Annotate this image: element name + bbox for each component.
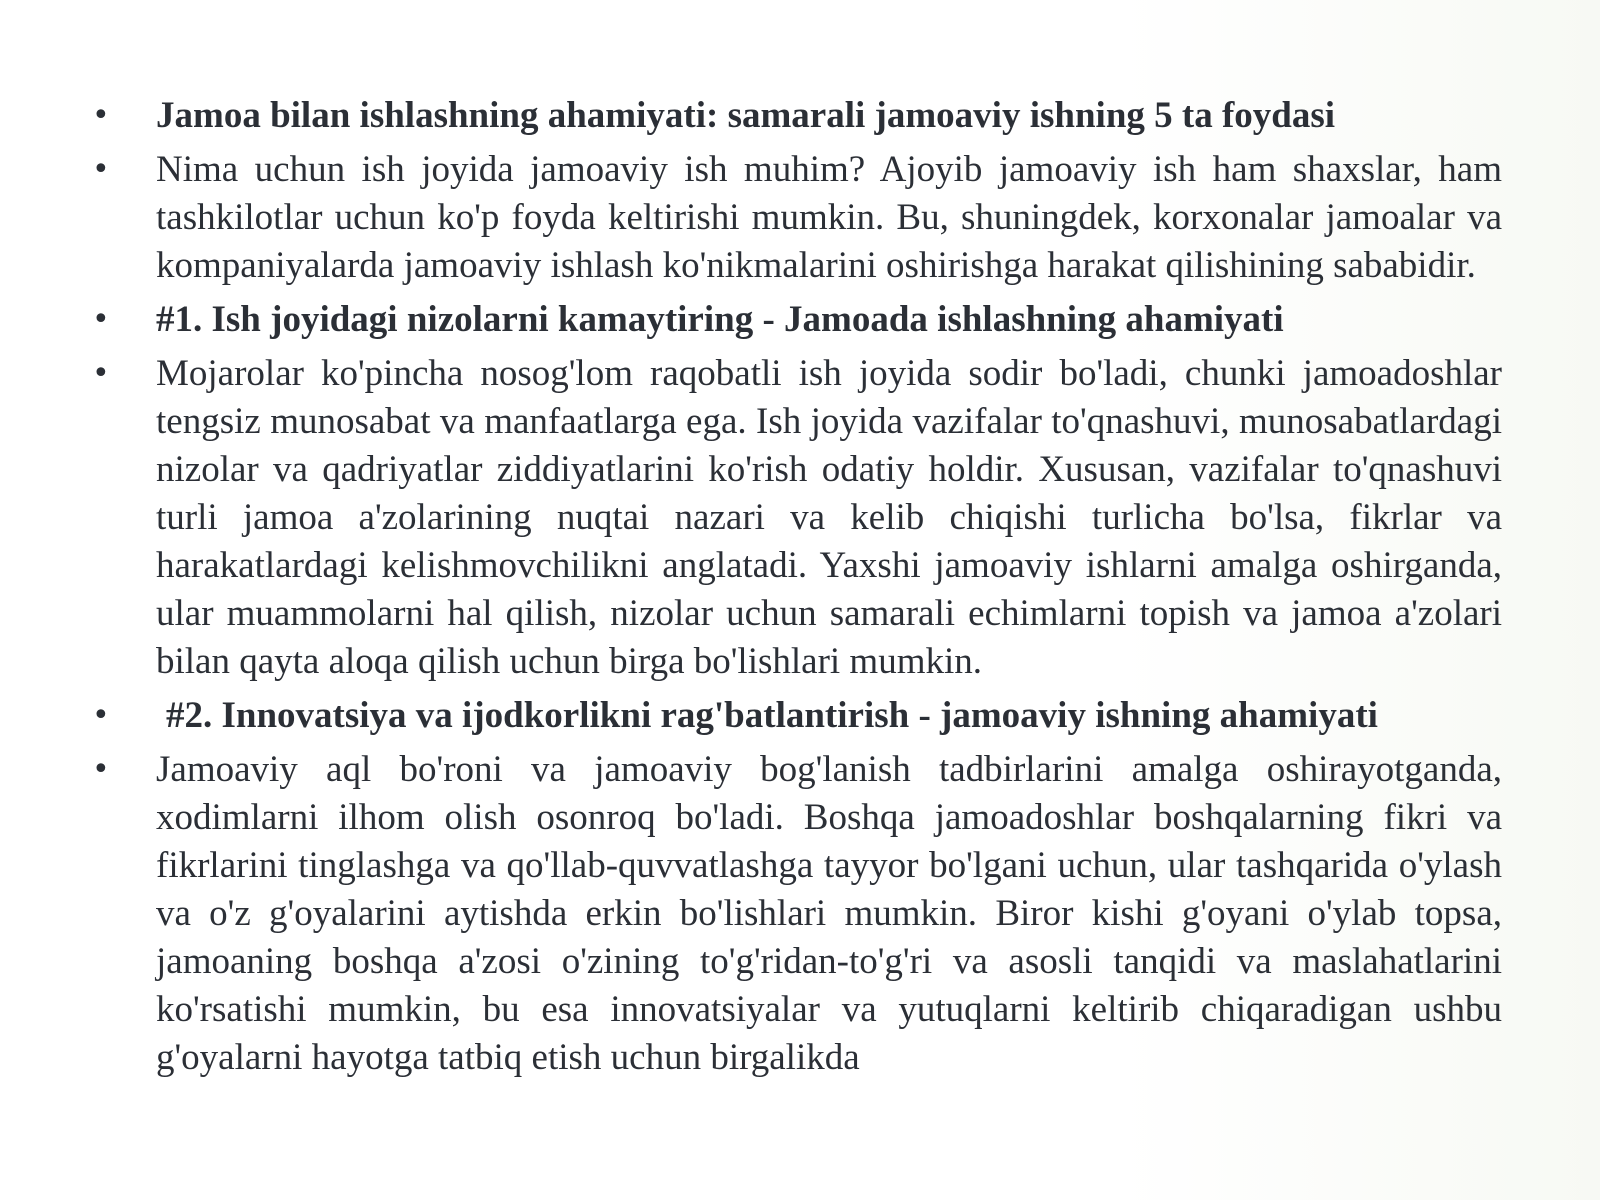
bullet-paragraph-text: Jamoaviy aql bo'roni va jamoaviy bog'lanish tadbirlarini amalga oshirayotganda, xodimlarni ilhom olish osonroq bo'ladi. Boshqa jamoadoshlar boshqalarning fikri va fikrlarini tinglashga va qo'llab-quvvatlashga tayyor bo'lgani uchun, ular tashqarida o'ylash va o'z g'oyalarini aytishda erkin bo'lishlari mumkin. Biror kishi g'oyani o'ylab topsa, jamoaning boshqa a'zosi o'zining to'g'ridan-to'g'ri va asosli tanqidi va maslahatlarini ko'rsatishi mumkin, bu esa innovatsiyalar va yutuqlarni keltirib chiqaradigan ushbu g'oyalarni hayotga tatbiq etish uchun birgalikda — [156, 749, 1502, 1078]
bullet-heading-text: #1. Ish joyidagi nizolarni kamaytiring - Jamoada ishlashning ahamiyati — [156, 299, 1284, 340]
bullet-heading-2 — [92, 692, 1502, 740]
bullet-paragraph-text: Mojarolar ko'pincha nosog'lom raqobatli ish joyida sodir bo'ladi, chunki jamoadoshlar tengsiz munosabat va manfaatlarga ega. Ish joyida vazifalar to'qnashuvi, munosabatlardagi nizolar va qadriyatlar ziddiyatlarini ko'rish odatiy holdir. Xususan, vazifalar to'qnashuvi turli jamoa a'zolarining nuqtai nazari va kelib chiqishi turlicha bo'lsa, fikrlar va harakatlardagi kelishmovchilikni anglatadi. Yaxshi jamoaviy ishlarni amalga oshirganda, ular muammolarni hal qilish, nizolar uchun samarali echimlarni topish va jamoa a'zolari bilan qayta aloqa qilish uchun birga bo'lishlari mumkin. — [156, 353, 1502, 682]
bullet-paragraph-1 — [92, 350, 1502, 686]
bullet-icon: • — [92, 152, 110, 187]
bullet-icon: • — [92, 302, 110, 337]
bullet-icon: • — [92, 752, 110, 787]
bullet-heading-intro — [92, 92, 1502, 140]
bullet-heading-1 — [92, 296, 1502, 344]
bullet-icon: • — [92, 356, 110, 391]
bullet-list — [92, 92, 1502, 1082]
bullet-icon: • — [92, 98, 110, 133]
bullet-heading-text: Jamoa bilan ishlashning ahamiyati: samarali jamoaviy ishning 5 ta foydasi — [156, 95, 1336, 136]
bullet-paragraph-intro — [92, 146, 1502, 290]
bullet-paragraph-text: Nima uchun ish joyida jamoaviy ish muhim? Ajoyib jamoaviy ish ham shaxslar, ham tashkilotlar uchun ko'p foyda keltirishi mumkin. Bu, shuningdek, korxonalar jamoalar va kompaniyalarda jamoaviy ishlash ko'nikmalarini oshirishga harakat qilishining sababidir. — [156, 149, 1502, 286]
bullet-paragraph-2 — [92, 746, 1502, 1082]
bullet-icon: • — [92, 698, 110, 733]
slide-content — [92, 92, 1502, 1088]
bullet-heading-text: #2. Innovatsiya va ijodkorlikni rag'batlantirish - jamoaviy ishning ahamiyati — [166, 695, 1378, 736]
